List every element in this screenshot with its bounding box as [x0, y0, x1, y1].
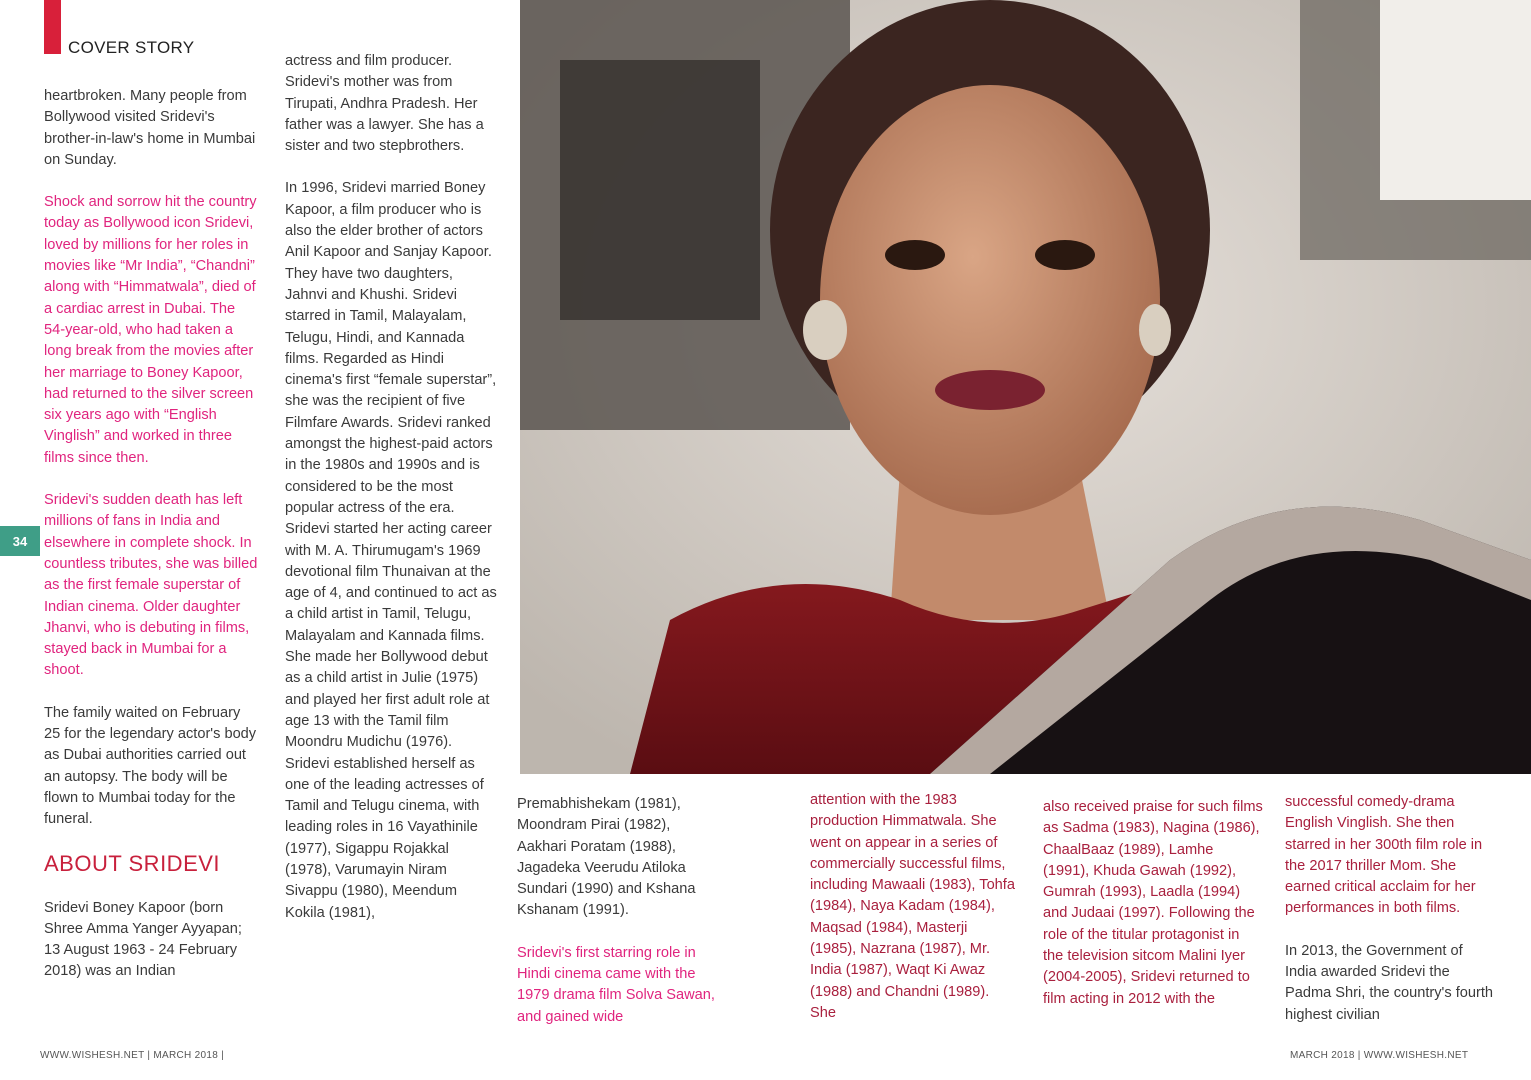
paragraph: The family waited on February 25 for the legendary actor's body as Dubai authorities carried out an autopsy. The body will be flown to Mumbai today for the funeral.	[44, 704, 257, 828]
paragraph: heartbroken. Many people from Bollywood visited Sridevi's brother-in-law's home in Mumbai on Sunday.	[44, 88, 256, 168]
footer-left: WWW.WISHESH.NET | MARCH 2018 |	[40, 1050, 225, 1061]
paragraph: actress and film producer. Sridevi's mother was from Tirupati, Andhra Pradesh. Her father was a lawyer. She has a sister and two stepbrothers.	[285, 53, 484, 155]
paragraph: Premabhishekam (1981), Moondram Pirai (1982), Aakhari Poratam (1988), Jagadeka Veerudu Atiloka Sundari (1990) and Kshana Kshanam (1991).	[517, 796, 696, 919]
footer-right: MARCH 2018 | WWW.WISHESH.NET	[1290, 1050, 1469, 1061]
article-column-3	[517, 794, 717, 1028]
highlight-paragraph: Shock and sorrow hit the country today as Bollywood icon Sridevi, loved by millions for her roles in movies like “Mr India”, “Chandni” along with “Himmatwala”, died of a cardiac arrest in Dubai. The 54-year-old, who had taken a long break from the movies after her marriage to Boney Kapoor, had returned to the silver screen six years ago with “English Vinglish” and worked in three films since then.	[44, 194, 257, 466]
article-column-5	[1043, 797, 1263, 1010]
highlight-paragraph: successful comedy-drama English Vinglish. She then starred in her 300th film role in the 2017 thriller Mom. She earned critical acclaim for her performances in both films.	[1285, 794, 1483, 917]
section-heading: ABOUT SRIDEVI	[44, 850, 221, 876]
section-color-bar	[44, 0, 61, 54]
portrait-image	[520, 0, 1531, 774]
article-column-4	[810, 790, 1015, 1024]
page-number: 34	[12, 533, 28, 549]
section-title: COVER STORY	[68, 38, 195, 57]
paragraph: Sridevi Boney Kapoor (born Shree Amma Yanger Ayyapan; 13 August 1963 - 24 February 2018) was an Indian	[44, 899, 242, 980]
highlight-paragraph: Sridevi's sudden death has left millions of fans in India and elsewhere in complete shock. In countless tributes, she was billed as the first female superstar of Indian cinema. Older daughter Jhanvi, who is debuting in films, stayed back in Mumbai for a shoot.	[44, 492, 258, 679]
paragraph: In 1996, Sridevi married Boney Kapoor, a film producer who is also the elder brother of actors Anil Kapoor and Sanjay Kapoor. They have two daughters, Jahnvi and Khushi. Sridevi starred in Tamil, Malayalam, Telugu, Hindi, and Kannada films. Regarded as Hindi cinema's first “female superstar”, she was the recipient of five Filmfare Awards. Sridevi ranked amongst the highest-paid actors in the 1980s and 1990s and is considered to be the most popular actress of the era. Sridevi started her acting career with M. A. Thirumugam's 1969 devotional film Thunaivan at the age of 4, and continued to act as a child artist in Tamil, Telugu, Malayalam and Kannada films. She made her Bollywood debut as a child artist in Julie (1975) and played her first adult role at age 13 with the Tamil film Moondru Mudichu (1976). Sridevi established herself as one of the leading actresses of Tamil and Telugu cinema, with leading roles in 16 Vayathinile (1977), Sigappu Rojakkal (1978), Varumayin Niram Sivappu (1980), Meendum Kokila (1981),	[285, 180, 497, 921]
article-column-1	[44, 86, 260, 983]
portrait-photo	[520, 0, 1531, 774]
highlight-paragraph: also received praise for such films as Sadma (1983), Nagina (1986), ChaalBaaz (1989), Lamhe (1991), Khuda Gawah (1992), Gumrah (1993), Laadla (1994) and Judaai (1997). Following the role of the titular protagonist in the television sitcom Malini Iyer (2004-2005), Sridevi returned to film acting in 2012 with the	[1043, 799, 1263, 1007]
page-number-tab	[0, 526, 40, 556]
highlight-paragraph: Sridevi's first starring role in Hindi cinema came with the 1979 drama film Solva Sawan, and gained wide	[517, 944, 715, 1025]
article-column-6	[1285, 792, 1495, 1026]
paragraph: In 2013, the Government of India awarded Sridevi the Padma Shri, the country's fourth highest civilian	[1285, 942, 1494, 1023]
article-column-2	[285, 51, 497, 924]
highlight-paragraph: attention with the 1983 production Himmatwala. She went on appear in a series of commercially successful films, including Mawaali (1983), Tohfa (1984), Naya Kadam (1984), Maqsad (1984), Masterji (1985), Nazrana (1987), Mr. India (1987), Waqt Ki Awaz (1988) and Chandni (1989). She	[810, 792, 1015, 1021]
